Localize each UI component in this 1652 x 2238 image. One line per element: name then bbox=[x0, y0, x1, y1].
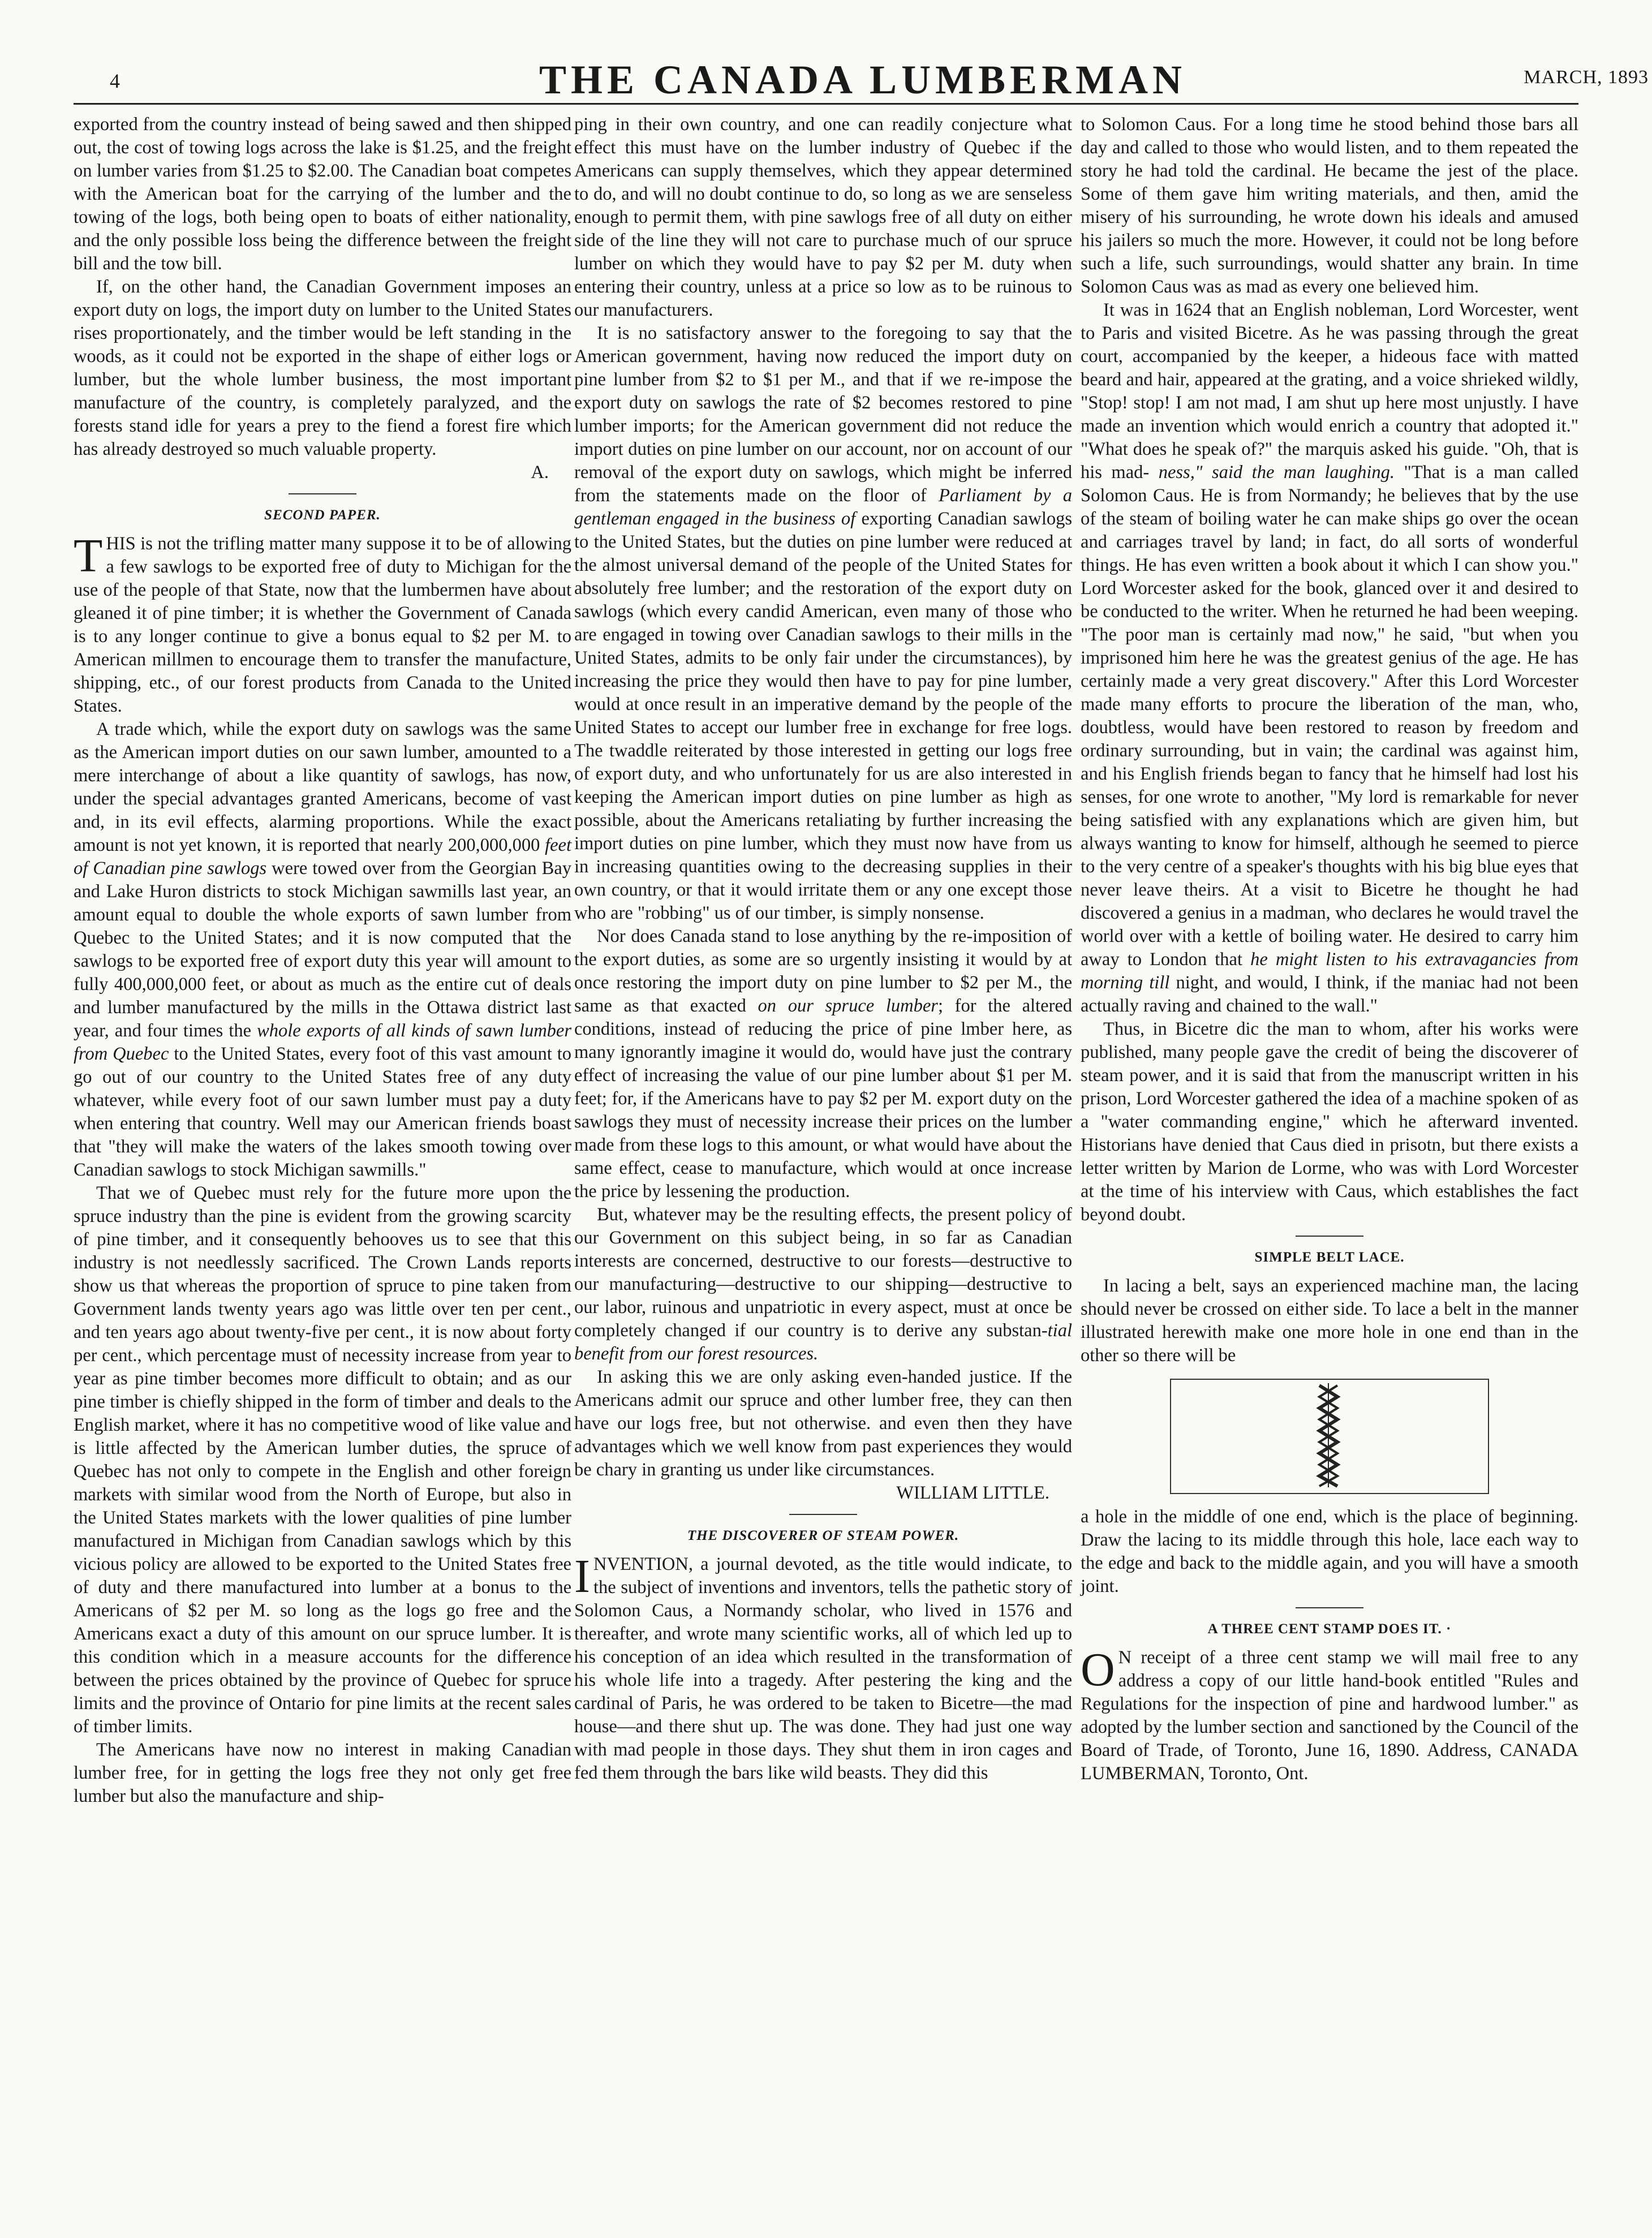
paragraph: The Americans have now no interest in making Canadian lumber free, for in getting the logs free they not only get free lumber but also the manufacture and ship- bbox=[74, 1740, 571, 1806]
paragraph-text: NVENTION, a journal devoted, as the title would indicate, to the subject of inventions and inventors, tells the pathetic story of Solomon Caus, a Normandy scholar, who lived in 1576 and thereafter, and wrote many scientific works, all of which led up to his conception of an idea which resulted in the transformation of his whole life into a tragedy. After pestering the king and the cardinal of Paris, he was ordered to be taken to Bicetre—the mad house—and there shut up. The was done. They had just one way with mad people in those days. They shut them in iron cages and fed them through the bars like wild beasts. They did this bbox=[574, 1554, 1072, 1783]
column-2 bbox=[574, 113, 1072, 1785]
paragraph: That we of Quebec must rely for the future more upon the spruce industry than the pine is evident from the growing scarcity of pine timber, and it consequently behooves us to see that this industry is not needlessly sacrificed. The Crown Lands reports show us that whereas the proportion of spruce to pine taken from Government lands twenty years ago was little over ten per cent., and ten years ago about twenty-five per cent., it is now about forty per cent., which percentage must of necessity increase from year to year as pine timber becomes more difficult to obtain; and as our pine timber is chiefly shipped in the form of timber and deals to the English market, where it has no competitive wood of like value and is little affected by the American lumber duties, the spruce of Quebec has not only to compete in the English and other foreign markets with similar wood from the North of Europe, but also in the United States markets with the lower qualities of pine lumber manufactured in Michigan from Canadian sawlogs which by this vicious policy are allowed to be exported to the United States free of duty and there manufactured into lumber at a bonus to the Americans of $2 per M. so long as the logs go free and the Americans exact a duty of this amount on our spruce lumber. It is this condition which in a measure accounts for the difference between the prices obtained by the province of Quebec for spruce limits and the province of Ontario for pine limits at the recent sales of timber limits. bbox=[74, 1183, 571, 1737]
paragraph: In asking this we are only asking even-handed justice. If the Americans admit our spruce and other lumber free, they can then have our logs free, but not otherwise. and even then they have advantages which we well know from past experiences they would be chary in granting us under like circumstances. bbox=[574, 1367, 1072, 1480]
italic-run: he might listen to his extravagancies from morning till bbox=[1081, 949, 1579, 993]
paragraph: If, on the other hand, the Canadian Government imposes an export duty on logs, the import duty on lumber to the United States rises proportionately, and the timber would be left standing in the woods, as it could not be exported in the shape of either logs or lumber, but the whole lumber business, the most important manufacture of the country, is completely paralyzed, and the forests stand idle for years a prey to the fiend a forest fire which has already destroyed so much valuable property. bbox=[74, 277, 571, 459]
paragraph: In lacing a belt, says an experienced machine man, the lacing should never be crossed on either side. To lace a belt in the manner illustrated herewith make one more hole in one end than in the other so there will be bbox=[1081, 1276, 1578, 1366]
paragraph bbox=[1081, 1643, 1578, 1785]
paragraph: ping in their own country, and one can readily conjecture what effect this must have on the lumber industry of Quebec if the Americans can supply themselves, which they appear determined to do, and will no doubt continue to do, so long as we are senseless enough to permit them, with pine sawlogs free of all duty on either side of the line they will not care to purchase much of our spruce lumber on which they would have to pay $2 per M. duty when entering their country, unless at a price so low as to be ruinous to our manufacturers. bbox=[574, 114, 1072, 320]
italic-run: feet of Canadian pine sawlogs bbox=[74, 835, 571, 879]
section-heading: SECOND PAPER. bbox=[264, 507, 381, 523]
italic-run: on our spruce lumber bbox=[758, 996, 938, 1016]
paragraph: Thus, in Bicetre dic the man to whom, after his works were published, many people gave the credit of being the discoverer of steam power, and it is said that from the manuscript written in his prison, Lord Worcester gathered the idea of a machine spoken of as a "water commanding engine," which he afterward invented. Historians have denied that Caus died in prisotn, but there exists a letter written by Marion de Lorme, who was with Lord Worcester at the time of his interview with Caus, which establishes the fact beyond doubt. bbox=[1081, 1019, 1578, 1225]
paragraph bbox=[574, 1203, 1072, 1366]
section-divider bbox=[1296, 1607, 1363, 1608]
signature: A. bbox=[531, 462, 549, 483]
text-run: It is no satisfactory answer to the foregoing to say that the American government, having now reduced the import duty on pine lumber from $2 to $1 per M., and that if we re-impose the export duty on sawlogs the rate of $2 becomes restored to pine lumber imports; for the American government did not reduce the import duties on pine lumber on our account, nor on account of our removal of the export duty on sawlogs, which might be inferred from the statements made on the floor of bbox=[574, 323, 1072, 506]
column-1 bbox=[74, 113, 571, 1808]
newspaper-title: THE CANADA LUMBERMAN bbox=[539, 57, 1187, 102]
paragraph: to Solomon Caus. For a long time he stood behind those bars all day and called to those who would listen, and to them repeated the story he had told the cardinal. He became the jest of the place. Some of them gave him writing materials, and then, amid the misery of his surrounding, he wrote down his ideals and amused his jailers so much the more. However, it could not be long before such a life, such surroundings, would shatter any brain. In time Solomon Caus was as mad as every one believed him. bbox=[1081, 114, 1578, 297]
paragraph-text: N receipt of a three cent stamp we will mail free to any address a copy of our little hand-book entitled "Rules and Regulations for the inspection of pine and hardwood lumber." as adopted by the lumber section and sanctioned by the Council of the Board of Trade, of Toronto, June 16, 1890. Address, CANADA LUMBERMAN, Toronto, Ont. bbox=[1081, 1647, 1578, 1784]
drop-cap: I bbox=[574, 1550, 590, 1603]
masthead bbox=[74, 57, 1652, 102]
column-3 bbox=[1081, 113, 1578, 1785]
section-heading: A THREE CENT STAMP DOES IT. · bbox=[1207, 1621, 1452, 1637]
paragraph bbox=[574, 322, 1072, 925]
text-run: A trade which, while the export duty on sawlogs was the same as the American import duties on our sawn lumber, amounted to a mere interchange of about a like quantity of sawlogs, has now, under the special advantages granted Americans, become of vast and, in its evil effects, alarming proportions. While the exact amount is not yet known, it is reported that nearly 200,000,000 bbox=[74, 719, 571, 855]
belt-lacing-figure bbox=[1171, 1380, 1486, 1491]
paragraph bbox=[1081, 299, 1578, 1018]
section-divider bbox=[789, 1514, 857, 1515]
section-heading: SIMPLE BELT LACE. bbox=[1254, 1250, 1405, 1265]
text-run: exporting Canadian sawlogs to the United States, but the duties on pine lumber were reduced at the almost universal demand of the people of the United States for absolutely free lumber; and the restoration of the export duty on sawlogs (which every candid American, even many of those who are engaged in towing over Canadian sawlogs to their mills in the United States, admits to be only fair under the circumstances), by increasing the price they would then have to pay for pine lumber, would at once result in an imperative demand by the people of the United States to accept our lumber free in exchange for free logs. The twaddle reiterated by those interested in getting our logs free of export duty, and who unfortunately for us are also interested in keeping the American import duties on pine lumber as high as possible, about the Americans retaliating by further increasing the import duties on pine lumber, which they must now have from us in increasing quantities owing to the decreasing supplies in their own country, or that it would irritate them or any one except those who are "robbing" us of our timber, is simply nonsense. bbox=[574, 509, 1072, 923]
paragraph: exported from the country instead of being sawed and then shipped out, the cost of towing logs across the lake is $1.25, and the freight on lumber varies from $1.25 to $2.00. The Canadian boat competes with the American boat for the carrying of the lumber and the towing of the logs, both being open to boats of either nationality, and the only possible loss being the difference between the freight bill and the tow bill. bbox=[74, 114, 571, 274]
text-run: "That is a man called Solomon Caus. He is from Normandy; he believes that by the use of the steam of boiling water he can make ships go over the ocean and carriages travel by land; in fact, do all sorts of wonderful things. He has even written a book about it which I can show you." Lord Worcester asked for the book, glanced over it and desired to be conducted to the writer. When he returned he had been weeping. "The poor man is certainly mad now," he said, "but when you imprisoned him here he was the greatest genius of the age. He has certainly made a very great discovery." After this Lord Worcester made many efforts to procure the liberation of the man, who, doubtless, would have been restored to reason by freedom and ordinary surrounding, but in vain; the cardinal was against him, and his English friends began to fancy that he himself had lost his senses, for one wrote to another, "My lord is remarkable for never being satisfied with any explanations which are given him, but always wanting to know for himself, although he seemed to pierce to the very centre of a speaker's thoughts with his big blue eyes that never leave theirs. At a visit to Bicetre he thought he had discovered a genius in a madman, who declares he would travel the world over with a kettle of boiling water. He desired to carry him away to London that bbox=[1081, 462, 1579, 970]
drop-cap: T bbox=[74, 530, 103, 582]
section-heading: THE DISCOVERER OF STEAM POWER. bbox=[687, 1528, 960, 1543]
text-run: night, and would, I think, if the maniac had not been actually raving and chained to the wall." bbox=[1081, 972, 1579, 1016]
italic-run: Parliament by a gentleman engaged in the business of bbox=[574, 485, 1073, 529]
text-run: were towed over from the Georgian Bay and Lake Huron districts to stock Michigan sawmills last year, an amount equal to double the whole exports of sawn lumber from Quebec to the United States; and it is now computed that the sawlogs to be exported free of export duty this year will amount to fully 400,000,000 feet, or about as much as the entire cut of deals and lumber manufactured by the mills in the Ottawa district last year, and four times the bbox=[74, 858, 571, 1041]
text-run: Nor does Canada stand to lose anything by the re-imposition of the export duties, as some are so urgently insisting it would by at once restoring the import duty on pine lumber to $2 per M., the same as that exacted bbox=[574, 926, 1072, 1016]
italic-run: ness," said the man laughing. bbox=[1158, 462, 1395, 483]
paragraph bbox=[574, 1550, 1072, 1785]
issue-date: MARCH, 1893 bbox=[1524, 67, 1649, 88]
signature: WILLIAM LITTLE. bbox=[896, 1483, 1049, 1503]
page-number: 4 bbox=[110, 70, 120, 92]
italic-run: whole exports of all kinds of sawn lumber from Quebec bbox=[74, 1021, 571, 1064]
italic-run: tial benefit from our forest resources. bbox=[574, 1320, 1072, 1364]
belt-lace-illustration bbox=[1170, 1379, 1489, 1494]
paragraph bbox=[74, 718, 571, 1182]
text-run: to the United States, every foot of this vast amount to go out of our country to the United States free of any duty whatever, while every foot of our sawn lumber must pay a duty when entering that country. Well may our American friends boast that "they will make the waters of the lakes smooth towing over Canadian sawlogs to stock Michigan sawmills." bbox=[74, 1044, 572, 1180]
paragraph: a hole in the middle of one end, which is the place of beginning. Draw the lacing to its middle through this hole, lace each way to the edge and back to the middle again, and you will have a smooth joint. bbox=[1081, 1507, 1578, 1596]
masthead-rule bbox=[74, 103, 1578, 105]
paragraph bbox=[574, 925, 1072, 1203]
paragraph-text: HIS is not the trifling matter many suppose it to be of allowing a few sawlogs to be exported free of duty to Michigan for the use of the people of that State, now that the lumbermen have about gleaned it of pine timber; it is whether the Government of Canada is to any longer continue to give a bonus equal to $2 per M. to American millmen to encourage them to transfer the manufacture, shipping, etc., of our forest products from Canada to the United States. bbox=[74, 533, 571, 716]
text-run: ; for the altered conditions, instead of reducing the price of pine lmber here, as many ignorantly imagine it would do, would have just the contrary effect of increasing the value of our pine lumber about $1 per M. feet; for, if the Americans have to pay $2 per M. export duty on the sawlogs they must of necessity increase their prices on the lumber made from these logs to this amount, or what would have about the same effect, cease to manufacture, which would at once increase the price by lessening the production. bbox=[574, 996, 1072, 1202]
section-divider bbox=[1296, 1236, 1363, 1237]
drop-cap: O bbox=[1081, 1643, 1115, 1696]
section-divider bbox=[289, 493, 356, 494]
text-run: It was in 1624 that an English nobleman, Lord Worcester, went to Paris and visited Bicetre. As he was passing through the great court, accompanied by the keeper, a hideous face with matted beard and hair, appeared at the grating, and a voice shrieked wildly, "Stop! stop! I am not mad, I am shut up here most unjustly. I have made an invention which would enrich a country that adopted it." "What does he speak of?" the marquis asked his guide. "Oh, that is his mad- bbox=[1081, 300, 1578, 483]
text-run: But, whatever may be the resulting effects, the present policy of our Government on this subject being, in so far as Canadian interests are concerned, destructive to our forests—destructive to our manufacturing—destructive to our shipping—destructive to our labor, ruinous and unpatriotic in every aspect, must at once be completely changed if our country is to derive any substan- bbox=[574, 1204, 1072, 1341]
paragraph bbox=[74, 532, 571, 718]
